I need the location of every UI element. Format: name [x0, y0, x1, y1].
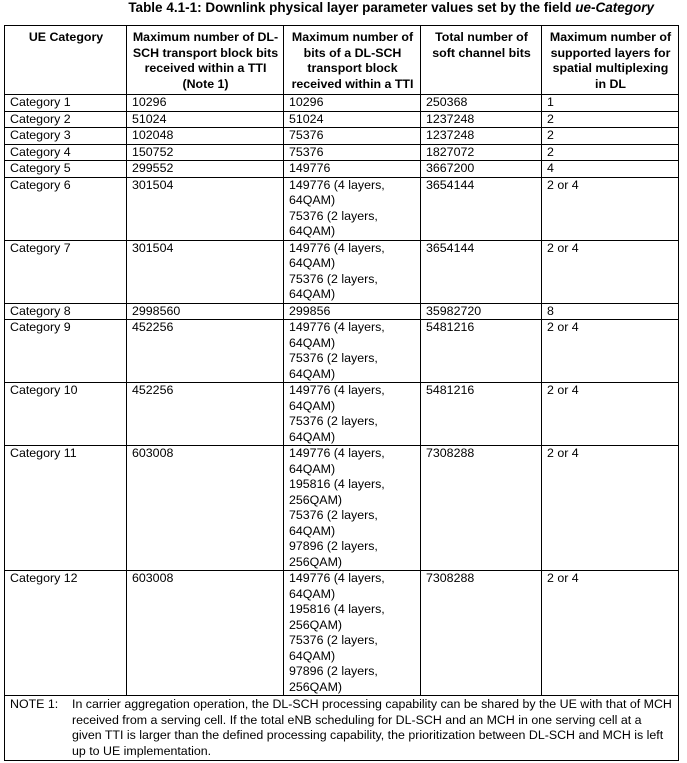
table-row — [5, 383, 679, 446]
table-cell: Category 11 — [5, 446, 127, 571]
table-cell: 75376 — [284, 128, 421, 145]
table-row — [5, 571, 679, 696]
table-cell: 2 or 4 — [542, 446, 679, 571]
table-cell: 452256 — [127, 320, 284, 383]
table-title — [0, 0, 687, 20]
header-max-dl-sch-bits: Maximum number of DL-SCH transport block bits received within a TTI (Note 1) — [127, 26, 284, 95]
table-cell: 3667200 — [421, 161, 542, 178]
table-cell: 2 or 4 — [542, 320, 679, 383]
ue-category-table — [4, 25, 679, 761]
table-cell: 1827072 — [421, 144, 542, 161]
table-cell: 102048 — [127, 128, 284, 145]
note-label: NOTE 1: — [10, 697, 59, 711]
table-body — [5, 95, 679, 696]
table-cell: 75376 — [284, 144, 421, 161]
table-cell: 2 — [542, 144, 679, 161]
header-max-layers: Maximum number of supported layers for spatial multiplexing in DL — [542, 26, 679, 95]
table-cell: 4 — [542, 161, 679, 178]
table-cell: 1 — [542, 95, 679, 112]
table-cell: 5481216 — [421, 320, 542, 383]
table-row — [5, 446, 679, 571]
table-cell: 299552 — [127, 161, 284, 178]
table-cell: 2 or 4 — [542, 177, 679, 240]
table-cell: 149776 (4 layers, 64QAM) 195816 (4 layers, 256QAM) 75376 (2 layers, 64QAM) 97896 (2 layers, 256QAM) — [284, 446, 421, 571]
header-soft-channel-bits: Total number of soft channel bits — [421, 26, 542, 95]
table-cell: 603008 — [127, 446, 284, 571]
table-cell: 2 or 4 — [542, 383, 679, 446]
table-row — [5, 111, 679, 128]
table-cell: Category 5 — [5, 161, 127, 178]
table-cell: Category 9 — [5, 320, 127, 383]
table-cell: 250368 — [421, 95, 542, 112]
table-cell: Category 12 — [5, 571, 127, 696]
note-cell — [5, 696, 679, 761]
table-cell: 149776 (4 layers, 64QAM) 195816 (4 layers, 256QAM) 75376 (2 layers, 64QAM) 97896 (2 layers, 256QAM) — [284, 571, 421, 696]
table-cell: 35982720 — [421, 303, 542, 320]
table-cell: 149776 (4 layers, 64QAM) 75376 (2 layers, 64QAM) — [284, 240, 421, 303]
table-cell: 603008 — [127, 571, 284, 696]
table-title-prefix: Table 4.1-1: Downlink physical layer parameter values set by the field — [128, 0, 576, 15]
table-row — [5, 161, 679, 178]
table-cell: 149776 — [284, 161, 421, 178]
table-cell: 1237248 — [421, 128, 542, 145]
table-cell: 301504 — [127, 240, 284, 303]
table-cell: 10296 — [284, 95, 421, 112]
table-cell: 10296 — [127, 95, 284, 112]
table-row — [5, 95, 679, 112]
table-row — [5, 177, 679, 240]
table-cell: 2 or 4 — [542, 240, 679, 303]
table-cell: 149776 (4 layers, 64QAM) 75376 (2 layers, 64QAM) — [284, 320, 421, 383]
table-title-field: ue-Category — [575, 0, 654, 15]
table-cell: Category 10 — [5, 383, 127, 446]
table-cell: 51024 — [284, 111, 421, 128]
table-cell: 2 or 4 — [542, 571, 679, 696]
table-cell: 301504 — [127, 177, 284, 240]
note-text: In carrier aggregation operation, the DL-SCH processing capability can be shared by the UE with that of MCH received from a serving cell. If the total eNB scheduling for DL-SCH and an MCH in one serving cell at a given TTI is larger than the defined processing capability, the prioritization between DL-SCH and MCH is left up to UE implementation. — [72, 697, 672, 758]
table-cell: 2998560 — [127, 303, 284, 320]
table-cell: 149776 (4 layers, 64QAM) 75376 (2 layers, 64QAM) — [284, 177, 421, 240]
header-ue-category: UE Category — [5, 26, 127, 95]
header-max-transport-block-bits: Maximum number of bits of a DL-SCH transport block received within a TTI — [284, 26, 421, 95]
table-cell: Category 8 — [5, 303, 127, 320]
table-cell: 7308288 — [421, 446, 542, 571]
table-cell: Category 4 — [5, 144, 127, 161]
table-row — [5, 144, 679, 161]
table-cell: 51024 — [127, 111, 284, 128]
table-cell: 3654144 — [421, 240, 542, 303]
table-cell: Category 2 — [5, 111, 127, 128]
table-cell: Category 3 — [5, 128, 127, 145]
table-cell: 8 — [542, 303, 679, 320]
table-row — [5, 128, 679, 145]
table-cell: 452256 — [127, 383, 284, 446]
table-cell: 3654144 — [421, 177, 542, 240]
header-row — [5, 26, 679, 95]
table-cell: 2 — [542, 111, 679, 128]
table-cell: 2 — [542, 128, 679, 145]
table-cell: 7308288 — [421, 571, 542, 696]
table-cell: 5481216 — [421, 383, 542, 446]
table-row — [5, 303, 679, 320]
table-cell: Category 6 — [5, 177, 127, 240]
table-cell: 299856 — [284, 303, 421, 320]
table-cell: 1237248 — [421, 111, 542, 128]
note-row — [5, 696, 679, 761]
table-row — [5, 320, 679, 383]
table-cell: 149776 (4 layers, 64QAM) 75376 (2 layers, 64QAM) — [284, 383, 421, 446]
table-cell: 150752 — [127, 144, 284, 161]
table-row — [5, 240, 679, 303]
table-cell: Category 7 — [5, 240, 127, 303]
table-cell: Category 1 — [5, 95, 127, 112]
